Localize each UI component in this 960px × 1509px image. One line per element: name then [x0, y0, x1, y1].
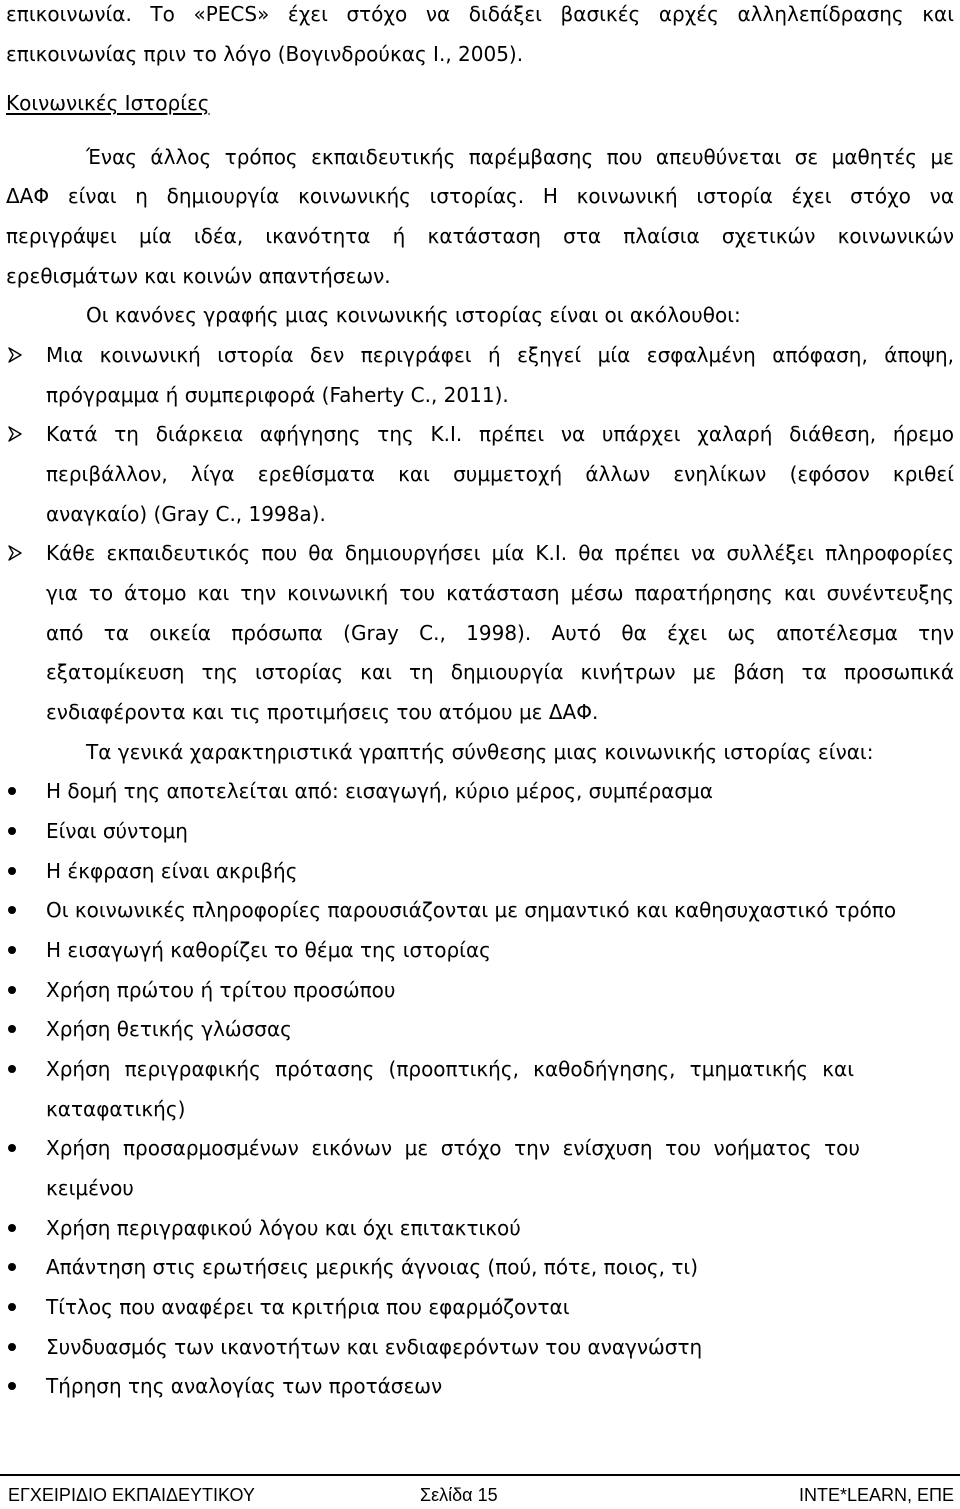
bullet-dot-icon — [8, 906, 16, 914]
bullet-dot-icon — [8, 787, 16, 795]
para1-line-2: ΔΑΦ είναι η δημιουργία κοινωνικής ιστορίας. Η κοινωνική ιστορία έχει στόχο να — [6, 184, 954, 208]
feature-14: Τήρηση της αναλογίας των προτάσεων — [46, 1374, 443, 1398]
rule-2-line-1: Κατά τη διάρκεια αφήγησης της Κ.Ι. πρέπει να υπάρχει χαλαρή διάθεση, ήρεμο — [46, 422, 954, 446]
bullet-dot-icon — [8, 1303, 16, 1311]
para1-line-1: Ένας άλλος τρόπος εκπαιδευτικής παρέμβασης που απευθύνεται σε μαθητές με — [86, 145, 954, 169]
rule-1-line-2: πρόγραμμα ή συμπεριφορά (Faherty C., 2011). — [46, 383, 509, 407]
rule-2-line-3: αναγκαίο) (Gray C., 1998a). — [46, 502, 326, 526]
feature-4: Οι κοινωνικές πληροφορίες παρουσιάζονται με σημαντικό και καθησυχαστικό τρόπο — [46, 898, 897, 922]
bullet-dot-icon — [8, 1144, 16, 1152]
feature-8-line-2: καταφατικής) — [46, 1097, 186, 1121]
footer-left: ΕΓΧΕΙΡΙΔΙΟ ΕΚΠΑΙΔΕΥΤΙΚΟΥ — [8, 1485, 255, 1505]
bullet-dot-icon — [8, 1065, 16, 1073]
feature-9-line-1: Χρήση προσαρμοσμένων εικόνων με στόχο την ενίσχυση του νοήματος του — [46, 1136, 860, 1160]
features-intro: Τα γενικά χαρακτηριστικά γραπτής σύνθεσης μιας κοινωνικής ιστορίας είναι: — [86, 740, 874, 764]
bullet-dot-icon — [8, 1263, 16, 1271]
bullet-dot-icon — [8, 1025, 16, 1033]
feature-5: Η εισαγωγή καθορίζει το θέμα της ιστορίας — [46, 938, 491, 962]
bullet-dot-icon — [8, 867, 16, 875]
rule-3-line-4: εξατομίκευση της ιστορίας και τη δημιουργία κινήτρων με βάση τα προσωπικά — [46, 660, 954, 684]
arrow-bullet-icon — [8, 541, 22, 565]
bullet-dot-icon — [8, 1224, 16, 1232]
rule-3-line-1: Κάθε εκπαιδευτικός που θα δημιουργήσει μία Κ.Ι. θα πρέπει να συλλέξει πληροφορίες — [46, 541, 954, 565]
rule-3-line-5: ενδιαφέροντα και τις προτιμήσεις του ατόμου με ΔΑΦ. — [46, 700, 599, 724]
bullet-dot-icon — [8, 1382, 16, 1390]
rules-intro: Οι κανόνες γραφής μιας κοινωνικής ιστορίας είναι οι ακόλουθοι: — [86, 303, 741, 327]
rule-3-line-2: για το άτομο και την κοινωνική του κατάσταση μέσω παρατήρησης και συνέντευξης — [46, 581, 954, 605]
footer-right: INTE*LEARN, ΕΠΕ — [798, 1485, 954, 1505]
feature-11: Απάντηση στις ερωτήσεις μερικής άγνοιας (πού, πότε, ποιος, τι) — [46, 1255, 698, 1279]
rule-3-line-3: από τα οικεία πρόσωπα (Gray C., 1998). Αυτό θα έχει ως αποτέλεσμα την — [46, 621, 954, 645]
bullet-dot-icon — [8, 946, 16, 954]
bullet-dot-icon — [8, 827, 16, 835]
feature-6: Χρήση πρώτου ή τρίτου προσώπου — [46, 978, 396, 1002]
arrow-bullet-icon — [8, 422, 22, 446]
feature-3: Η έκφραση είναι ακριβής — [46, 859, 298, 883]
section-heading: Κοινωνικές Ιστορίες — [6, 91, 210, 115]
feature-1: Η δομή της αποτελείται από: εισαγωγή, κύριο μέρος, συμπέρασμα — [46, 779, 713, 803]
footer-rule — [0, 1474, 960, 1476]
para1-line-3: περιγράψει μία ιδέα, ικανότητα ή κατάσταση στα πλαίσια σχετικών κοινωνικών — [6, 224, 954, 248]
rule-1-line-1: Μια κοινωνική ιστορία δεν περιγράφει ή εξηγεί μία εσφαλμένη απόφαση, άποψη, — [46, 343, 954, 367]
bullet-dot-icon — [8, 986, 16, 994]
intro-line-1: επικοινωνία. Το «PECS» έχει στόχο να διδάξει βασικές αρχές αλληλεπίδρασης και — [6, 2, 954, 26]
para1-line-4: ερεθισμάτων και κοινών απαντήσεων. — [6, 264, 391, 288]
intro-line-2: επικοινωνίας πριν το λόγο (Βογινδρούκας Ι., 2005). — [6, 42, 524, 66]
feature-8-line-1: Χρήση περιγραφικής πρότασης (προοπτικής, καθοδήγησης, τμηματικής και — [46, 1057, 854, 1081]
bullet-dot-icon — [8, 1343, 16, 1351]
feature-12: Τίτλος που αναφέρει τα κριτήρια που εφαρμόζονται — [46, 1295, 570, 1319]
feature-9-line-2: κειμένου — [46, 1176, 134, 1200]
feature-2: Είναι σύντομη — [46, 819, 188, 843]
feature-13: Συνδυασμός των ικανοτήτων και ενδιαφερόντων του αναγνώστη — [46, 1335, 703, 1359]
footer-page-number: Σελίδα 15 — [420, 1485, 498, 1505]
rule-2-line-2: περιβάλλον, λίγα ερεθίσματα και συμμετοχή άλλων ενηλίκων (εφόσον κριθεί — [46, 462, 954, 486]
arrow-bullet-icon — [8, 343, 22, 367]
feature-7: Χρήση θετικής γλώσσας — [46, 1017, 292, 1041]
feature-10: Χρήση περιγραφικού λόγου και όχι επιτακτικού — [46, 1216, 521, 1240]
